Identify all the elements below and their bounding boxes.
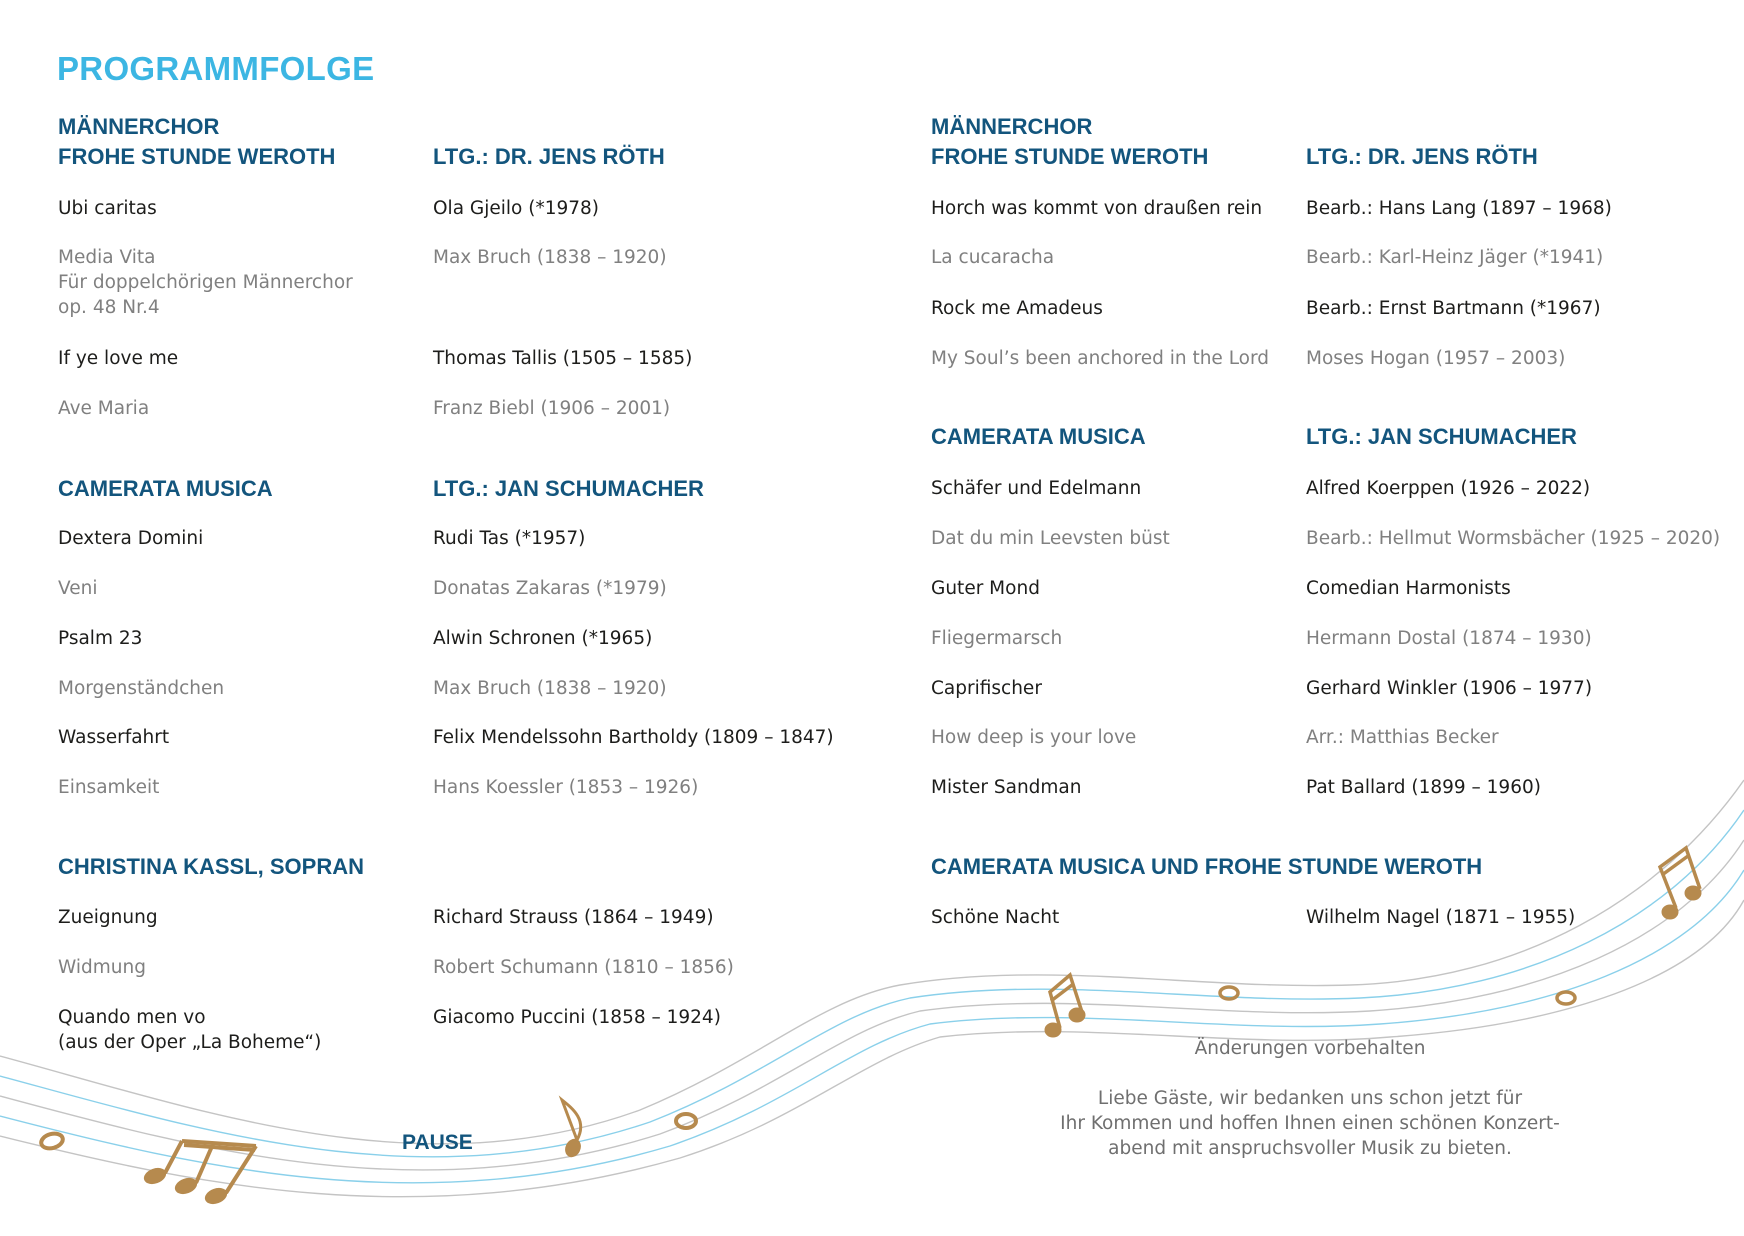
piece-composer: Robert Schumann (1810 – 1856)	[433, 957, 734, 978]
piece-title: Mister Sandman	[931, 777, 1082, 798]
piece-composer: Comedian Harmonists	[1306, 578, 1511, 599]
piece-composer: Max Bruch (1838 – 1920)	[433, 678, 667, 699]
left-group2-conductor: LTG.: JAN SCHUMACHER	[433, 476, 704, 501]
piece-title: Guter Mond	[931, 578, 1040, 599]
piece-title: Wasserfahrt	[58, 727, 170, 748]
closing-message: Liebe Gäste, wir bedanken uns schon jetzt für Ihr Kommen und hoffen Ihnen einen schönen Konzert- abend mit anspruchsvoller Musik zu bieten.	[1060, 1088, 1560, 1159]
piece-title: If ye love me	[58, 348, 179, 369]
changes-note: Änderungen vorbehalten	[1194, 1038, 1426, 1059]
piece-composer: Hans Koessler (1853 – 1926)	[433, 777, 699, 798]
piece-title: La cucaracha	[931, 247, 1055, 268]
piece-composer: Bearb.: Hans Lang (1897 – 1968)	[1306, 198, 1612, 219]
piece-composer: Thomas Tallis (1505 – 1585)	[433, 348, 693, 369]
piece-composer: Richard Strauss (1864 – 1949)	[433, 907, 714, 928]
piece-composer: Rudi Tas (*1957)	[433, 528, 586, 549]
piece-composer: Max Bruch (1838 – 1920)	[433, 247, 667, 268]
right-group3-heading: CAMERATA MUSICA UND FROHE STUNDE WEROTH	[931, 854, 1483, 879]
piece-title: Media Vita Für doppelchörigen Männerchor op. 48 Nr.4	[58, 247, 353, 318]
right-group1-heading: MÄNNERCHOR FROHE STUNDE WEROTH	[931, 114, 1209, 169]
piece-title: Veni	[58, 578, 98, 599]
piece-title: Dextera Domini	[58, 528, 204, 549]
piece-title: Horch was kommt von draußen rein	[931, 198, 1263, 219]
piece-composer: Alwin Schronen (*1965)	[433, 628, 653, 649]
left-group1-conductor: LTG.: DR. JENS RÖTH	[433, 144, 665, 169]
piece-title: Caprifischer	[931, 678, 1042, 699]
right-group2-conductor: LTG.: JAN SCHUMACHER	[1306, 424, 1577, 449]
right-group2-heading: CAMERATA MUSICA	[931, 424, 1146, 449]
piece-composer: Arr.: Matthias Becker	[1306, 727, 1499, 748]
piece-title: My Soul’s been anchored in the Lord	[931, 348, 1270, 369]
piece-title: Zueignung	[58, 907, 158, 928]
piece-composer: Alfred Koerppen (1926 – 2022)	[1306, 478, 1591, 499]
piece-composer: Bearb.: Hellmut Wormsbächer (1925 – 2020)	[1306, 528, 1721, 549]
piece-title: Einsamkeit	[58, 777, 160, 798]
piece-composer: Donatas Zakaras (*1979)	[433, 578, 667, 599]
left-group2-heading: CAMERATA MUSICA	[58, 476, 273, 501]
page-title: PROGRAMMFOLGE	[57, 50, 375, 87]
piece-composer: Bearb.: Ernst Bartmann (*1967)	[1306, 298, 1601, 319]
piece-composer: Bearb.: Karl-Heinz Jäger (*1941)	[1306, 247, 1604, 268]
piece-composer: Giacomo Puccini (1858 – 1924)	[433, 1007, 721, 1028]
piece-composer: Wilhelm Nagel (1871 – 1955)	[1306, 907, 1576, 928]
left-group1-heading: MÄNNERCHOR FROHE STUNDE WEROTH	[58, 114, 336, 169]
piece-composer: Hermann Dostal (1874 – 1930)	[1306, 628, 1592, 649]
piece-composer: Ola Gjeilo (*1978)	[433, 198, 600, 219]
piece-title: Rock me Amadeus	[931, 298, 1103, 319]
pause-label: PAUSE	[402, 1131, 473, 1154]
piece-title: Dat du min Leevsten büst	[931, 528, 1170, 549]
piece-title: Schäfer und Edelmann	[931, 478, 1142, 499]
piece-composer: Pat Ballard (1899 – 1960)	[1306, 777, 1541, 798]
piece-title: Quando men vo (aus der Oper „La Boheme“)	[58, 1007, 322, 1053]
piece-title: Ubi caritas	[58, 198, 157, 219]
piece-title: How deep is your love	[931, 727, 1137, 748]
piece-title: Fliegermarsch	[931, 628, 1063, 649]
piece-composer: Franz Biebl (1906 – 2001)	[433, 398, 671, 419]
piece-title: Psalm 23	[58, 628, 143, 649]
piece-composer: Gerhard Winkler (1906 – 1977)	[1306, 678, 1593, 699]
piece-title: Widmung	[58, 957, 146, 978]
piece-title: Schöne Nacht	[931, 907, 1060, 928]
left-group3-heading: CHRISTINA KASSL, SOPRAN	[58, 854, 364, 879]
right-group1-conductor: LTG.: DR. JENS RÖTH	[1306, 144, 1538, 169]
piece-composer: Felix Mendelssohn Bartholdy (1809 – 1847)	[433, 727, 834, 748]
piece-composer: Moses Hogan (1957 – 2003)	[1306, 348, 1566, 369]
piece-title: Morgenständchen	[58, 678, 225, 699]
piece-title: Ave Maria	[58, 398, 150, 419]
